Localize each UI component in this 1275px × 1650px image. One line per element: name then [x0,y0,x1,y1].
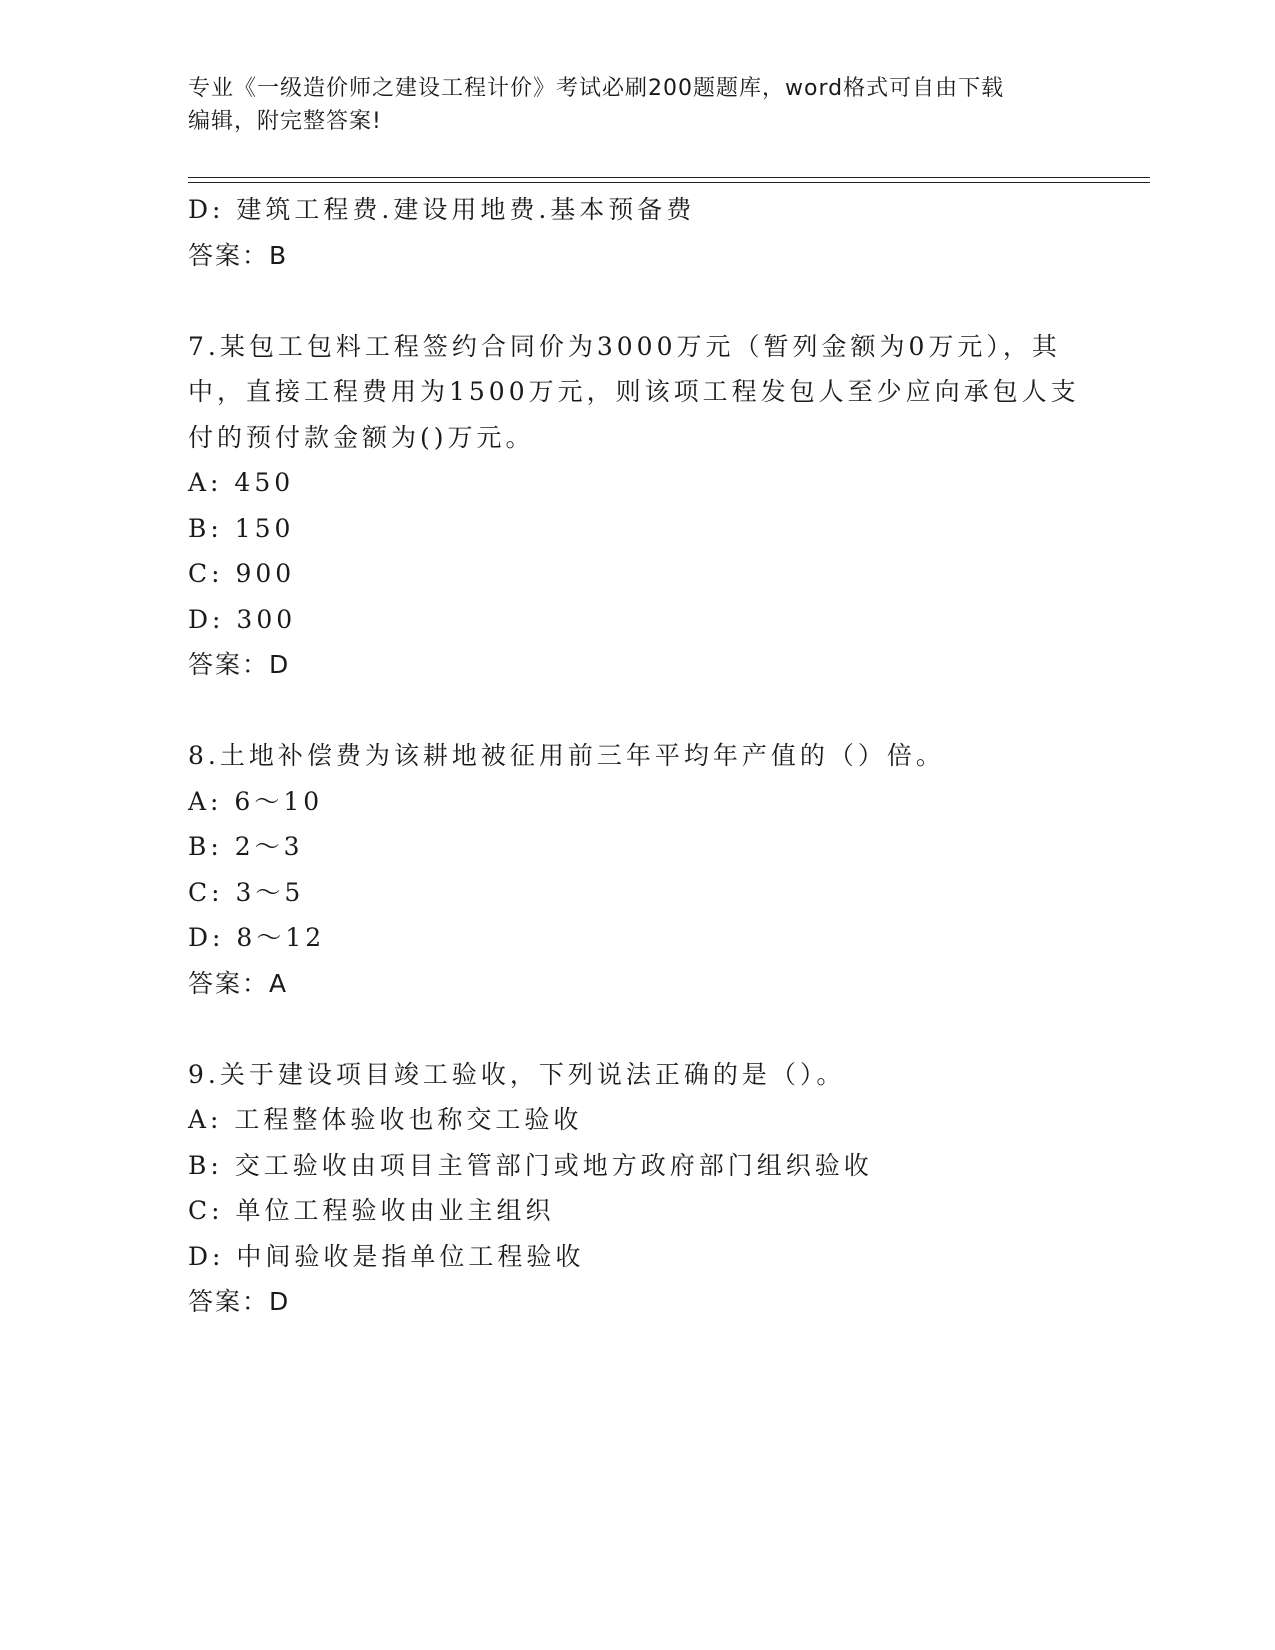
question-7-option-b: B: 150 [188,513,295,543]
question-7-stem-line-2: 中，直接工程费用为1500万元，则该项工程发包人至少应向承包人支 [188,377,1080,406]
prev-option-d: D: 建筑工程费.建设用地费.基本预备费 [188,195,696,224]
question-7-stem-line-1: 7.某包工包料工程签约合同价为3000万元（暂列金额为0万元），其 [188,331,1061,361]
spacer [188,278,1068,324]
question-8-option-a: A: 6～10 [188,786,324,816]
question-8-option-d: D: 8～12 [188,923,326,952]
header-divider-bottom [188,182,1150,183]
spacer [188,688,1068,734]
question-8-option-c: C: 3～5 [188,877,305,907]
question-9-option-b: B: 交工验收由项目主管部门或地方政府部门组织验收 [188,1150,873,1180]
question-9-option-a: A: 工程整体验收也称交工验收 [188,1105,583,1134]
question-9 [188,1052,1068,1325]
question-9-option-d: D: 中间验收是指单位工程验收 [188,1241,585,1271]
question-7-stem-line-3: 付的预付款金额为()万元。 [188,422,535,452]
page-header [188,72,1088,138]
question-7 [188,324,1080,688]
header-line-2: 编辑，附完整答案! [188,109,382,134]
header-line-1: 专业《一级造价师之建设工程计价》考试必刷200题题库，word格式可自由下载 [188,76,1005,101]
question-8-option-b: B: 2～3 [188,832,304,861]
question-8-answer: 答案：A [188,968,289,998]
header-divider-top [188,177,1150,178]
question-7-option-a: A: 450 [188,468,295,497]
question-7-answer: 答案：D [188,650,291,679]
question-7-option-c: C: 900 [188,559,296,588]
question-content [188,187,1080,1325]
question-8-stem-line-1: 8.土地补偿费为该耕地被征用前三年平均年产值的（）倍。 [188,741,945,770]
question-9-stem-line-1: 9.关于建设项目竣工验收，下列说法正确的是（）。 [188,1059,846,1089]
question-9-option-c: C: 单位工程验收由业主组织 [188,1196,555,1225]
prev-answer: 答案：B [188,240,289,270]
spacer [188,1006,1068,1052]
question-9-answer: 答案：D [188,1287,291,1316]
question-8 [188,733,1068,1006]
question-7-option-d: D: 300 [188,604,297,634]
